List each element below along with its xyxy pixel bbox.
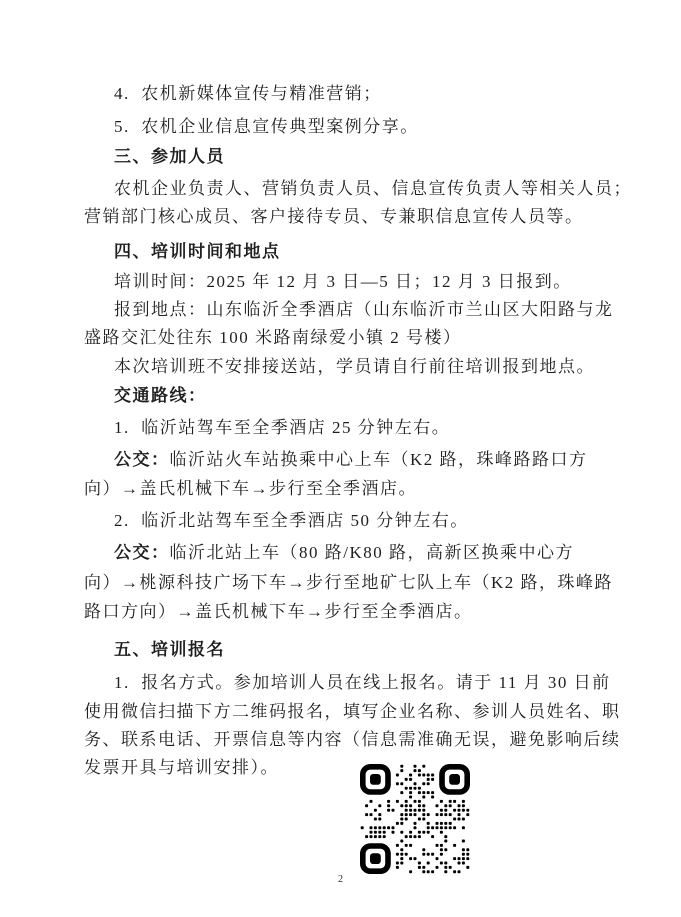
bold-text-segment: 交通路线：	[114, 386, 207, 405]
text-line	[114, 445, 588, 475]
section-heading	[114, 635, 225, 665]
text-line	[84, 323, 462, 353]
text-line	[114, 295, 614, 325]
text-segment: 报到地点：山东临沂全季酒店（山东临沂市兰山区大阳路与龙	[114, 300, 614, 319]
text-segment: 使用微信扫描下方二维码报名，填写企业名称、参训人员姓名、职	[84, 702, 621, 721]
registration-qr-code	[360, 764, 470, 874]
text-segment: 路口方向）→盖氏机械下车→步行至全季酒店。	[84, 602, 473, 621]
text-segment: 向）→桃源科技广场下车→步行至地矿七队上车（K2 路，珠峰路	[84, 573, 614, 592]
text-segment: 1. 临沂站驾车至全季酒店 25 分钟左右。	[114, 418, 451, 437]
section-heading	[114, 381, 207, 411]
text-segment: 4. 农机新媒体宣传与精准营销；	[114, 84, 382, 103]
bold-text-segment: 三、参加人员	[114, 147, 225, 166]
bold-text-segment: 公交：	[114, 543, 170, 562]
text-line	[114, 668, 611, 698]
text-line	[114, 506, 469, 536]
text-line	[114, 112, 419, 142]
text-segment: 农机企业负责人、营销负责人员、信息宣传负责人等相关人员；	[114, 179, 632, 198]
text-line	[84, 202, 584, 232]
bold-text-segment: 公交：	[114, 450, 170, 469]
text-line	[84, 753, 279, 783]
text-segment: 盛路交汇处往东 100 米路南绿爱小镇 2 号楼）	[84, 328, 462, 347]
text-segment: 1. 报名方式。参加培训人员在线上报名。请于 11 月 30 日前	[114, 673, 611, 692]
text-line	[114, 538, 574, 568]
text-line	[84, 474, 417, 504]
text-line	[84, 725, 621, 755]
text-segment: 培训时间：2025 年 12 月 3 日—5 日；12 月 3 日报到。	[114, 272, 572, 291]
section-heading	[114, 142, 225, 172]
bold-text-segment: 五、培训报名	[114, 640, 225, 659]
text-line	[84, 697, 621, 727]
text-segment: 临沂北站上车（80 路/K80 路，高新区换乘中心方	[169, 543, 574, 562]
text-line	[114, 174, 632, 204]
text-segment: 发票开具与培训安排）。	[84, 758, 279, 777]
section-heading	[114, 237, 281, 267]
text-line	[114, 413, 450, 443]
text-line	[84, 568, 613, 598]
bold-text-segment: 四、培训时间和地点	[114, 242, 281, 261]
text-segment: 5. 农机企业信息宣传典型案例分享。	[114, 117, 419, 136]
text-segment: 临沂站火车站换乘中心上车（K2 路，珠峰路路口方	[169, 450, 588, 469]
text-segment: 向）→盖氏机械下车→步行至全季酒店。	[84, 479, 417, 498]
text-segment: 营销部门核心成员、客户接待专员、专兼职信息宣传人员等。	[84, 207, 584, 226]
text-segment: 2. 临沂北站驾车至全季酒店 50 分钟左右。	[114, 511, 469, 530]
page-number: 2	[338, 874, 343, 885]
text-line	[114, 267, 572, 297]
text-line	[114, 79, 382, 109]
text-segment: 务、联系电话、开票信息等内容（信息需准确无误，避免影响后续	[84, 730, 621, 749]
text-segment: 本次培训班不安排接送站，学员请自行前往培训报到地点。	[114, 357, 595, 376]
text-line	[114, 352, 595, 382]
text-line	[84, 597, 473, 627]
